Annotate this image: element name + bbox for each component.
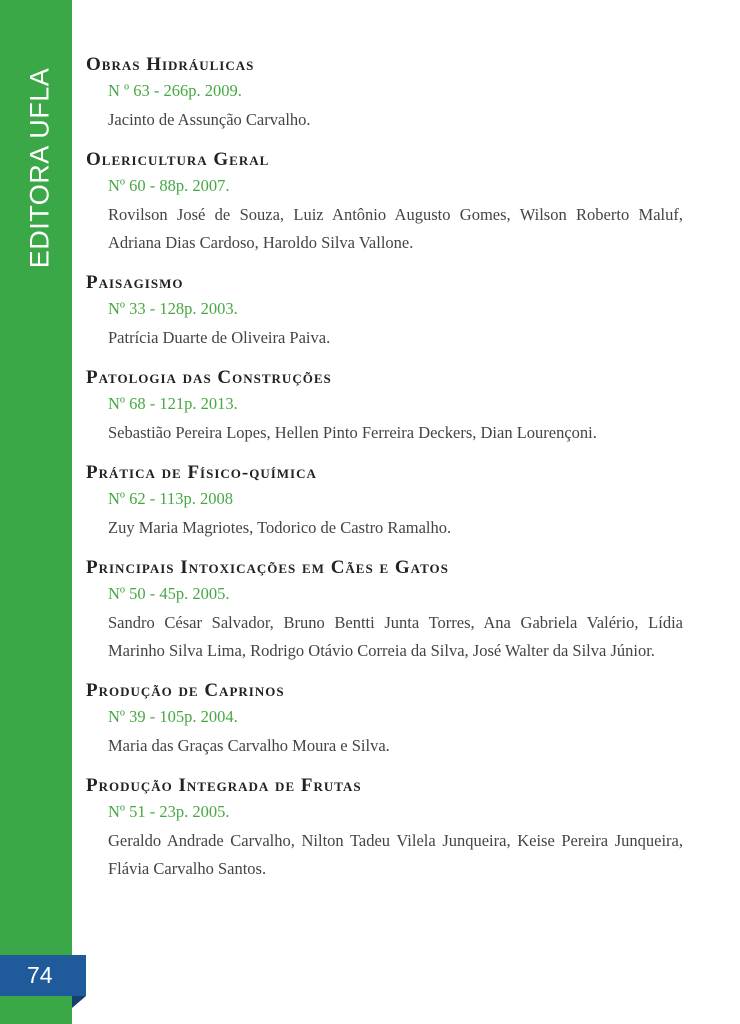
page-tab-fold: [72, 996, 86, 1008]
entry-title: Produção de Caprinos: [86, 680, 285, 701]
catalog-list: [86, 52, 683, 883]
catalog-entry: [86, 773, 683, 883]
entry-authors: Sandro César Salvador, Bruno Bentti Junta Torres, Ana Gabriela Valério, Lídia Marinho Silva Lima, Rodrigo Otávio Correia da Silva, José Walter da Silva Júnior.: [108, 613, 683, 660]
catalog-entry: [86, 365, 683, 447]
entry-authors: Maria das Graças Carvalho Moura e Silva.: [108, 736, 390, 755]
entry-title: Prática de Físico-química: [86, 462, 317, 483]
catalog-entry: [86, 678, 683, 760]
entry-meta: Nº 33 - 128p. 2003.: [108, 299, 238, 318]
entry-title: Patologia das Construções: [86, 367, 332, 388]
entry-meta: Nº 50 - 45p. 2005.: [108, 584, 230, 603]
entry-title: Paisagismo: [86, 272, 184, 293]
entry-title: Olericultura Geral: [86, 149, 270, 170]
entry-meta: N º 63 - 266p. 2009.: [108, 81, 242, 100]
entry-authors: Sebastião Pereira Lopes, Hellen Pinto Ferreira Deckers, Dian Lourençoni.: [108, 423, 597, 442]
page-number: 74: [0, 955, 86, 996]
entry-meta: Nº 68 - 121p. 2013.: [108, 394, 238, 413]
entry-meta: Nº 51 - 23p. 2005.: [108, 802, 230, 821]
sidebar: [0, 0, 72, 1024]
entry-title: Produção Integrada de Frutas: [86, 775, 362, 796]
entry-authors: Jacinto de Assunção Carvalho.: [108, 110, 311, 129]
entry-title: Obras Hidráulicas: [86, 54, 255, 75]
catalog-entry: [86, 147, 683, 257]
entry-meta: Nº 39 - 105p. 2004.: [108, 707, 238, 726]
catalog-entry: [86, 270, 683, 352]
entry-authors: Geraldo Andrade Carvalho, Nilton Tadeu Vilela Junqueira, Keise Pereira Junqueira, Flávia Carvalho Santos.: [108, 831, 683, 878]
publisher-label: EDITORA UFLA: [24, 67, 55, 269]
catalog-entry: [86, 460, 683, 542]
entry-title: Principais Intoxicações em Cães e Gatos: [86, 557, 449, 578]
entry-authors: Rovilson José de Souza, Luiz Antônio Augusto Gomes, Wilson Roberto Maluf, Adriana Dias Cardoso, Haroldo Silva Vallone.: [108, 205, 683, 252]
catalog-entry: [86, 52, 683, 134]
entry-authors: Patrícia Duarte de Oliveira Paiva.: [108, 328, 331, 347]
entry-meta: Nº 62 - 113p. 2008: [108, 489, 234, 508]
catalog-entry: [86, 555, 683, 665]
entry-authors: Zuy Maria Magriotes, Todorico de Castro Ramalho.: [108, 518, 452, 537]
entry-meta: Nº 60 - 88p. 2007.: [108, 176, 230, 195]
